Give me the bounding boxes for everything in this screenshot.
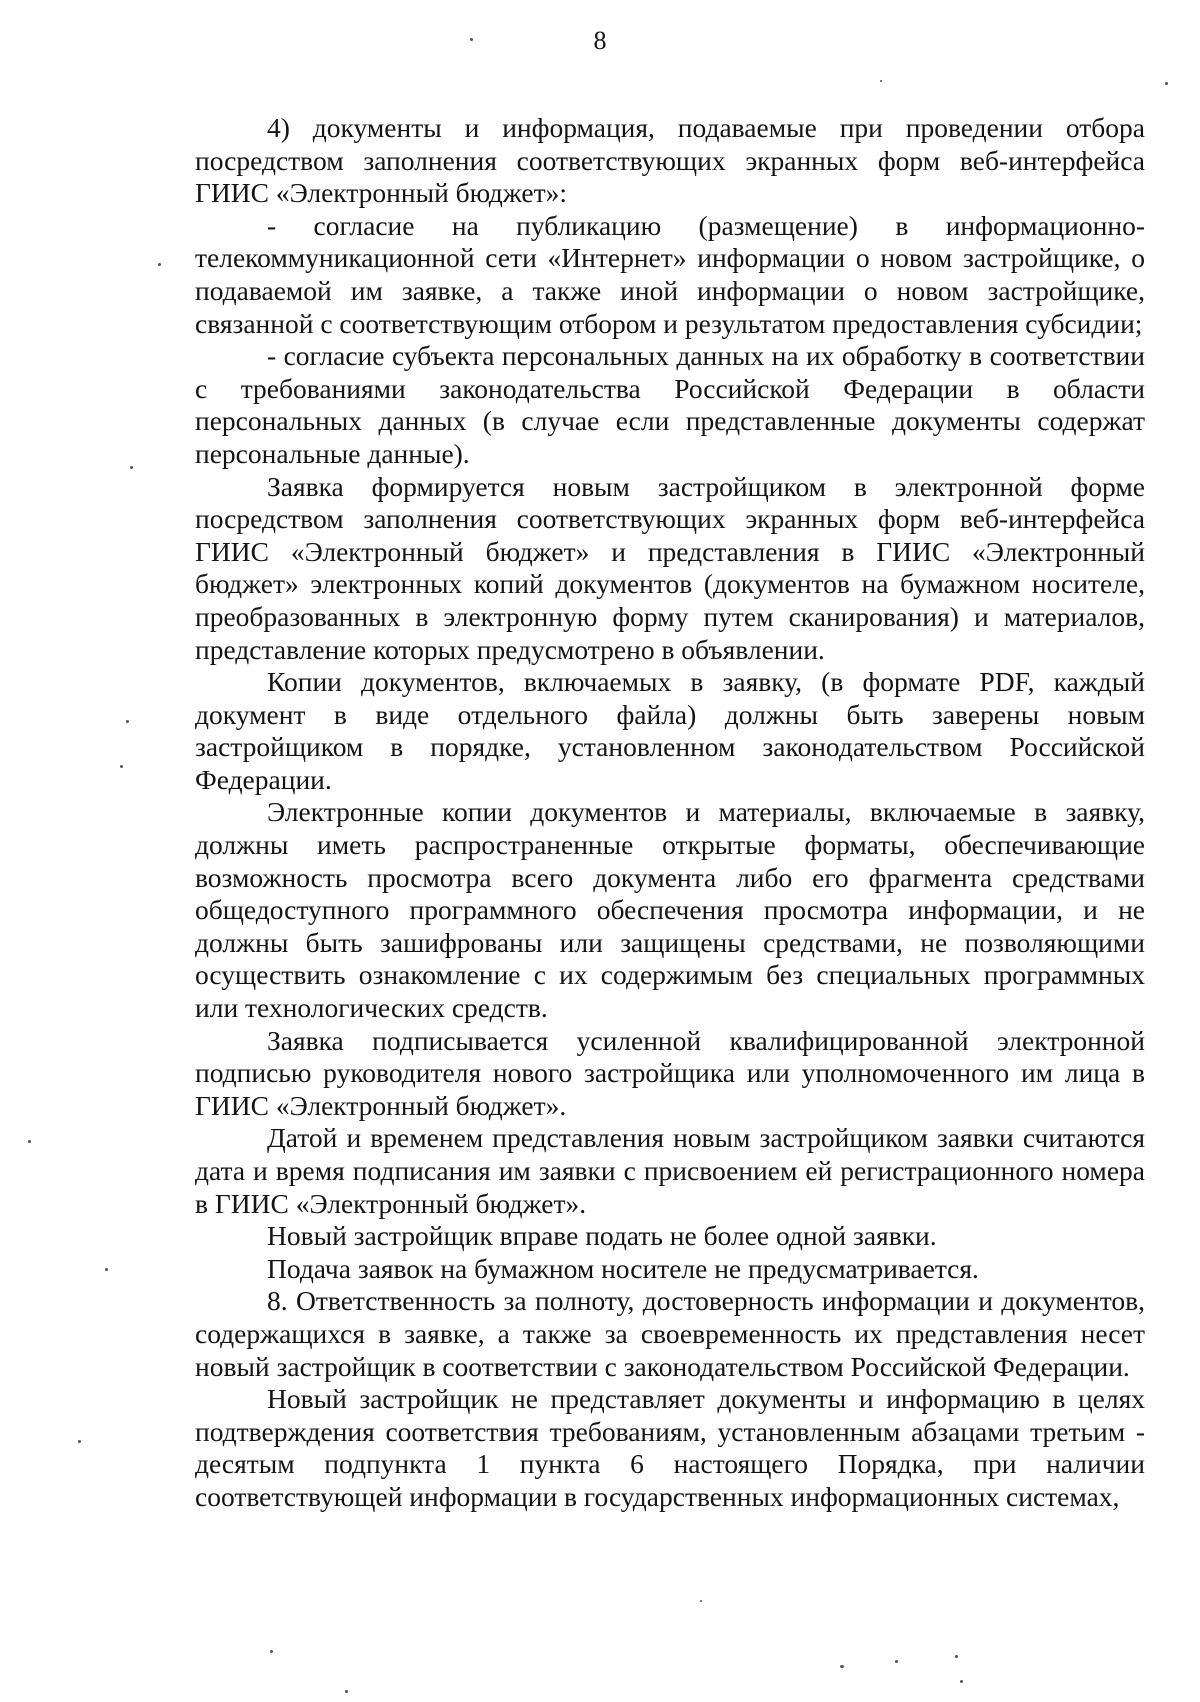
paragraph-no-paper: Подача заявок на бумажном носителе не предусматривается. — [267, 1252, 979, 1284]
paragraph-document-copies: Копии документов, включаемых в заявку, (в формате PDF, каждый документ в виде отдельного файла) должны быть заверены новым застройщиком в порядке, установленном законодательством Российской Федерации. — [195, 666, 1145, 795]
paragraph-electronic-formats: Электронные копии документов и материалы, включаемые в заявку, должны иметь распространенные открытые форматы, обеспечивающие возможность просмотра всего документа либо его фрагмента средствами общедоступного программного обеспечения просмотра информации, и не должны быть зашифрованы или защищены средствами, не позволяющими осуществить ознакомление с их содержимым без специальных программных или технологических средств. — [195, 796, 1145, 1024]
scan-speck — [880, 80, 882, 82]
scan-speck — [700, 1600, 702, 1602]
paragraph-single-application: Новый застройщик вправе подать не более одной заявки. — [267, 1220, 937, 1252]
paragraph-signature: Заявка подписывается усиленной квалифицированной электронной подписью руководителя нового застройщика или уполномоченного им лица в ГИИС «Электронный бюджет». — [195, 1024, 1145, 1121]
scan-speck — [345, 1690, 348, 1693]
paragraph-responsibility: 8. Ответственность за полноту, достоверность информации и документов, содержащихся в заявке, а также за своевременность их представления несет новый застройщик в соответствии с законодательством Российской Федерации. — [195, 1285, 1145, 1382]
scan-speck — [470, 38, 473, 41]
document-body — [195, 112, 1145, 1514]
scan-speck — [105, 1268, 108, 1271]
scan-speck — [78, 1440, 81, 1443]
paragraph-documents-list: 4) документы и информация, подаваемые при проведении отбора посредством заполнения соответствующих экранных форм веб-интерфейса ГИИС «Электронный бюджет»: — [195, 112, 1145, 209]
scan-speck — [158, 263, 161, 266]
paragraph-submission-date: Датой и временем представления новым застройщиком заявки считаются дата и время подписания им заявки с присвоением ей регистрационного номера в ГИИС «Электронный бюджет». — [195, 1122, 1145, 1219]
page-number: 8 — [593, 26, 607, 55]
paragraph-no-documents-required: Новый застройщик не представляет документы и информацию в целях подтверждения соответствия требованиям, установленным абзацами третьим - десятым подпункта 1 пункта 6 настоящего Порядка, при наличии соответствующей информации в государственных информационных системах, — [195, 1383, 1145, 1512]
paragraph-personal-data-consent: - согласие субъекта персональных данных на их обработку в соответствии с требованиями законодательства Российской Федерации в области персональных данных (в случае если представленные документы содержат персональные данные). — [195, 340, 1145, 469]
paragraph-publication-consent: - согласие на публикацию (размещение) в информационно-телекоммуникационной сети «Интернет» информации о новом застройщике, о подаваемой им заявке, а также иной информации о новом застройщике, связанной с соответствующим отбором и результатом предоставления субсидии; — [195, 209, 1145, 339]
scan-speck — [960, 1680, 963, 1683]
scan-speck — [895, 1660, 898, 1663]
scan-speck — [1165, 82, 1168, 85]
scan-speck — [126, 720, 129, 723]
scan-speck — [120, 765, 123, 768]
scan-speck — [28, 1140, 31, 1143]
scan-speck — [130, 466, 133, 469]
scan-speck — [840, 1665, 844, 1668]
paragraph-application-formation: Заявка формируется новым застройщиком в электронной форме посредством заполнения соответствующих экранных форм веб-интерфейса ГИИС «Электронный бюджет» и представления в ГИИС «Электронный бюджет» электронных копий документов (документов на бумажном носителе, преобразованных в электронную форму путем сканирования) и материалов, представление которых предусмотрено в объявлении. — [195, 470, 1145, 665]
scan-speck — [955, 1655, 958, 1658]
scan-speck — [270, 1650, 273, 1653]
